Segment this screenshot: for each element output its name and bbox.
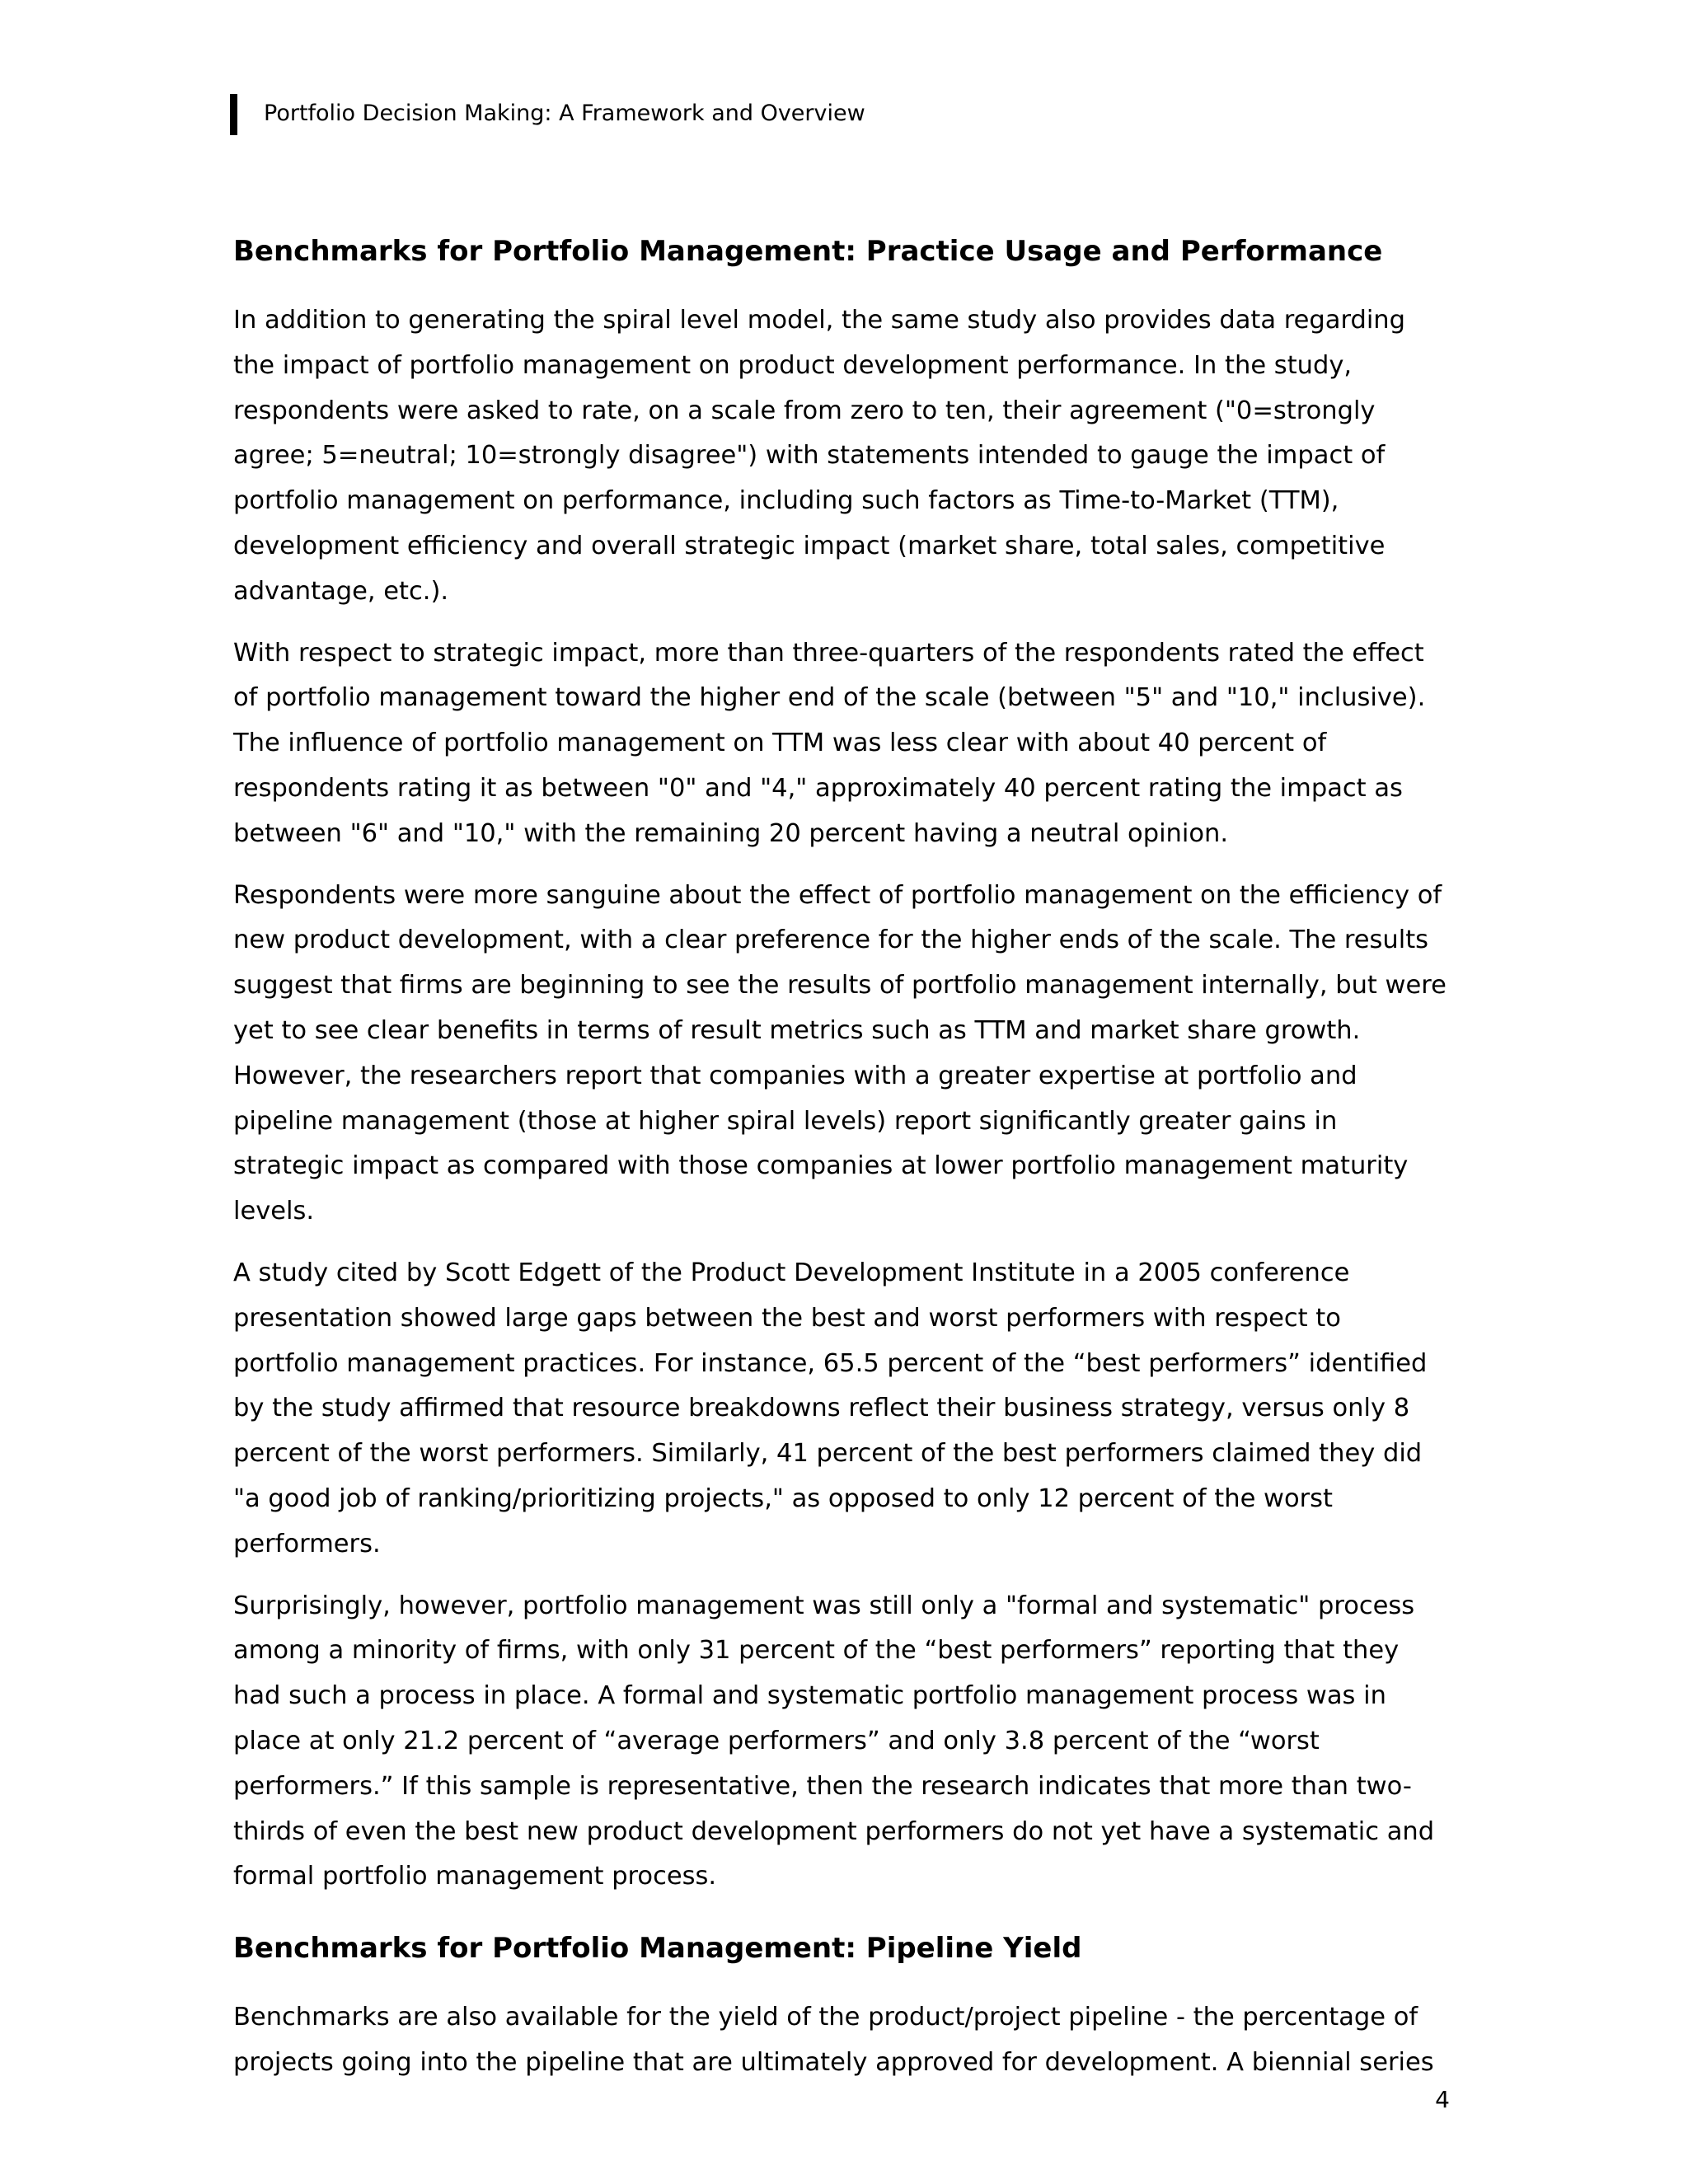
- paragraph: A study cited by Scott Edgett of the Product Development Institute in a 2005 conference presentation showed large gaps between the best and worst performers with respect to portfolio management practices. For instance, 65.5 percent of the “best performers” identified by the study affirmed that resource breakdowns reflect their business strategy, versus only 8 percent of the worst performers. Similarly, 41 percent of the best performers claimed they did "a good job of ranking/prioritizing projects," as opposed to only 12 percent of the worst performers.: [233, 1258, 1428, 1558]
- paragraph: In addition to generating the spiral level model, the same study also provides data regarding the impact of portfolio management on product development performance. In the study, respondents were asked to rate, on a scale from zero to ten, their agreement ("0=strongly agree; 5=neutral; 10=strongly disagree") with statements intended to gauge the impact of portfolio management on performance, including such factors as Time-to-Market (TTM), development efficiency and overall strategic impact (market share, total sales, competitive advantage, etc.).: [233, 306, 1405, 606]
- section-heading-pipeline-yield: Benchmarks for Portfolio Management: Pipeline Yield: [233, 1932, 1082, 1966]
- paragraph: With respect to strategic impact, more than three-quarters of the respondents rated the effect of portfolio management toward the higher end of the scale (between "5" and "10," inclusive). The influence of portfolio management on TTM was less clear with about 40 percent of respondents rating it as between "0" and "4," approximately 40 percent rating the impact as between "6" and "10," with the remaining 20 percent having a neutral opinion.: [233, 638, 1426, 848]
- paragraph: Respondents were more sanguine about the effect of portfolio management on the efficiency of new product development, with a clear preference for the higher ends of the scale. The results suggest that firms are beginning to see the results of portfolio management internally, but were yet to see clear benefits in terms of result metrics such as TTM and market share growth. However, the researchers report that companies with a greater expertise at portfolio and pipeline management (those at higher spiral levels) report significantly greater gains in strategic impact as compared with those companies at lower portfolio management maturity levels.: [233, 880, 1447, 1226]
- page-content: [233, 223, 1449, 2102]
- paragraph: Surprisingly, however, portfolio management was still only a "formal and systematic" process among a minority of firms, with only 31 percent of the “best performers” reporting that they had such a process in place. A formal and systematic portfolio management process was in place at only 21.2 percent of “average performers” and only 3.8 percent of the “worst performers.” If this sample is representative, then the research indicates that more than two-thirds of even the best new product development performers do not yet have a systematic and formal portfolio management process.: [233, 1591, 1435, 1891]
- section-heading-practice-usage: Benchmarks for Portfolio Management: Practice Usage and Performance: [233, 235, 1383, 268]
- paragraph: Benchmarks are also available for the yield of the product/project pipeline - the percentage of projects going into the pipeline that are ultimately approved for development. A biennial series: [233, 2003, 1434, 2077]
- header-rule: [230, 94, 237, 135]
- running-header: Portfolio Decision Making: A Framework and Overview: [264, 101, 865, 126]
- page-number: 4: [1435, 2086, 1450, 2113]
